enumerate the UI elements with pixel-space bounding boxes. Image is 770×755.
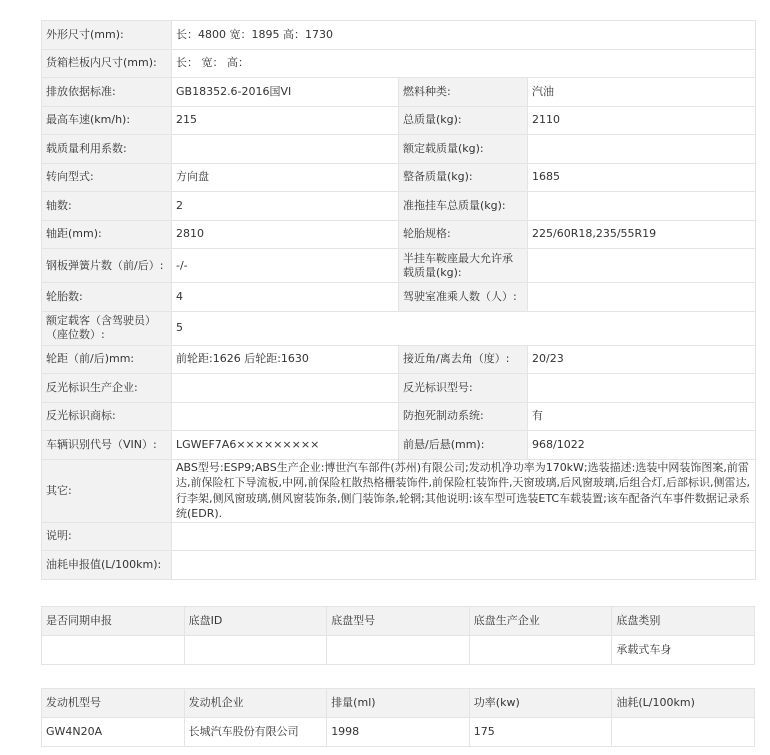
table-cell <box>42 636 185 665</box>
spec-value <box>172 551 756 580</box>
spec-label: 外形尺寸(mm): <box>42 21 172 50</box>
spec-row <box>42 374 756 403</box>
spec-row-other <box>42 459 756 522</box>
spec-row <box>42 431 756 460</box>
spec-row-fuel <box>42 551 756 580</box>
spec-row <box>42 249 756 283</box>
table-cell <box>469 636 612 665</box>
spec-value: 2110 <box>528 106 756 135</box>
spec-value: -/- <box>172 249 399 283</box>
spec-label: 整备质量(kg): <box>399 163 528 192</box>
spec-value <box>172 374 399 403</box>
spec-label: 货箱栏板内尺寸(mm): <box>42 49 172 78</box>
spec-value: 有 <box>528 402 756 431</box>
spec-value: 长：4800 宽：1895 高：1730 <box>172 21 756 50</box>
table-cell: 长城汽车股份有限公司 <box>184 718 327 747</box>
spec-label: 反光标识型号: <box>399 374 528 403</box>
spec-value: 20/23 <box>528 345 756 374</box>
spec-label: 反光标识商标: <box>42 402 172 431</box>
spec-label: 排放依据标准: <box>42 78 172 107</box>
spec-row <box>42 135 756 164</box>
spec-row <box>42 192 756 221</box>
spec-row-seats <box>42 311 756 345</box>
spec-row <box>42 106 756 135</box>
spec-label: 前悬/后悬(mm): <box>399 431 528 460</box>
table-cell: GW4N20A <box>42 718 185 747</box>
spec-value <box>172 402 399 431</box>
chassis-header-row <box>42 607 755 636</box>
table-cell: 175 <box>469 718 612 747</box>
spec-label: 说明: <box>42 522 172 551</box>
spec-label: 轴距(mm): <box>42 220 172 249</box>
spec-value: 2 <box>172 192 399 221</box>
spec-value: LGWEF7A6××××××××× <box>172 431 399 460</box>
spec-value: 方向盘 <box>172 163 399 192</box>
spec-label: 额定载客（含驾驶员）（座位数）: <box>42 311 172 345</box>
spec-label: 燃料种类: <box>399 78 528 107</box>
spec-value: 长： 宽： 高： <box>172 49 756 78</box>
spec-label: 额定载质量(kg): <box>399 135 528 164</box>
spec-row <box>42 345 756 374</box>
spec-value: 968/1022 <box>528 431 756 460</box>
spec-label: 车辆识别代号（VIN）: <box>42 431 172 460</box>
engine-table <box>41 688 755 747</box>
spec-value <box>172 522 756 551</box>
spec-value: 前轮距:1626 后轮距:1630 <box>172 345 399 374</box>
spec-label: 接近角/离去角（度）: <box>399 345 528 374</box>
column-header: 底盘类别 <box>612 607 755 636</box>
chassis-data-row <box>42 636 755 665</box>
spec-row <box>42 163 756 192</box>
table-cell <box>184 636 327 665</box>
spec-value <box>528 192 756 221</box>
column-header: 发动机企业 <box>184 689 327 718</box>
engine-header-row <box>42 689 755 718</box>
spec-label: 载质量利用系数: <box>42 135 172 164</box>
column-header: 底盘生产企业 <box>469 607 612 636</box>
spec-row-cargo-box <box>42 49 756 78</box>
spec-value: 1685 <box>528 163 756 192</box>
column-header: 功率(kw) <box>469 689 612 718</box>
spec-value <box>172 135 399 164</box>
spec-label: 驾驶室准乘人数（人）: <box>399 283 528 312</box>
column-header: 底盘ID <box>184 607 327 636</box>
table-cell <box>327 636 470 665</box>
spec-row <box>42 283 756 312</box>
spec-row-notes <box>42 522 756 551</box>
spec-label: 钢板弹簧片数（前/后）: <box>42 249 172 283</box>
column-header: 是否同期申报 <box>42 607 185 636</box>
spec-label: 最高车速(km/h): <box>42 106 172 135</box>
column-header: 底盘型号 <box>327 607 470 636</box>
column-header: 油耗(L/100km) <box>612 689 755 718</box>
spec-value: 汽油 <box>528 78 756 107</box>
column-header: 发动机型号 <box>42 689 185 718</box>
spec-label: 轮胎数: <box>42 283 172 312</box>
spec-label: 轮胎规格: <box>399 220 528 249</box>
spec-value <box>528 249 756 283</box>
chassis-table <box>41 606 755 665</box>
spec-row <box>42 402 756 431</box>
spec-label: 轴数: <box>42 192 172 221</box>
table-cell: 1998 <box>327 718 470 747</box>
spec-label: 准拖挂车总质量(kg): <box>399 192 528 221</box>
engine-data-row <box>42 718 755 747</box>
spec-value: 2810 <box>172 220 399 249</box>
spec-label: 油耗申报值(L/100km): <box>42 551 172 580</box>
spec-label: 防抱死制动系统: <box>399 402 528 431</box>
spec-label: 反光标识生产企业: <box>42 374 172 403</box>
spec-label: 总质量(kg): <box>399 106 528 135</box>
spec-label: 其它: <box>42 459 172 522</box>
spec-row-dimensions <box>42 21 756 50</box>
spec-label: 半挂车鞍座最大允许承载质量(kg): <box>399 249 528 283</box>
vehicle-spec-table <box>41 20 756 580</box>
spec-label: 转向型式: <box>42 163 172 192</box>
spec-value <box>528 135 756 164</box>
spec-value: 4 <box>172 283 399 312</box>
table-cell <box>612 718 755 747</box>
spec-value: GB18352.6-2016国VI <box>172 78 399 107</box>
spec-row <box>42 220 756 249</box>
spec-row <box>42 78 756 107</box>
spec-label: 轮距（前/后)mm: <box>42 345 172 374</box>
column-header: 排量(ml) <box>327 689 470 718</box>
spec-value <box>528 374 756 403</box>
spec-value <box>528 283 756 312</box>
table-cell: 承载式车身 <box>612 636 755 665</box>
spec-value: 5 <box>172 311 756 345</box>
spec-value: 215 <box>172 106 399 135</box>
spec-value: 225/60R18,235/55R19 <box>528 220 756 249</box>
spec-value: ABS型号:ESP9;ABS生产企业:博世汽车部件(苏州)有限公司;发动机净功率为170kW;选装描述:选装中网装饰图案,前雷达,前保险杠下导流板,中网,前保险杠散热格栅装饰件,前保险杠装饰件,天窗玻璃,后风窗玻璃,后组合灯,后部标识,侧雷达,行李架,侧风窗玻璃,侧风窗装饰条,侧门装饰条,轮辋;其他说明:该车型可选装ETC车载装置;该车配备汽车事件数据记录系统(EDR). <box>172 459 756 522</box>
